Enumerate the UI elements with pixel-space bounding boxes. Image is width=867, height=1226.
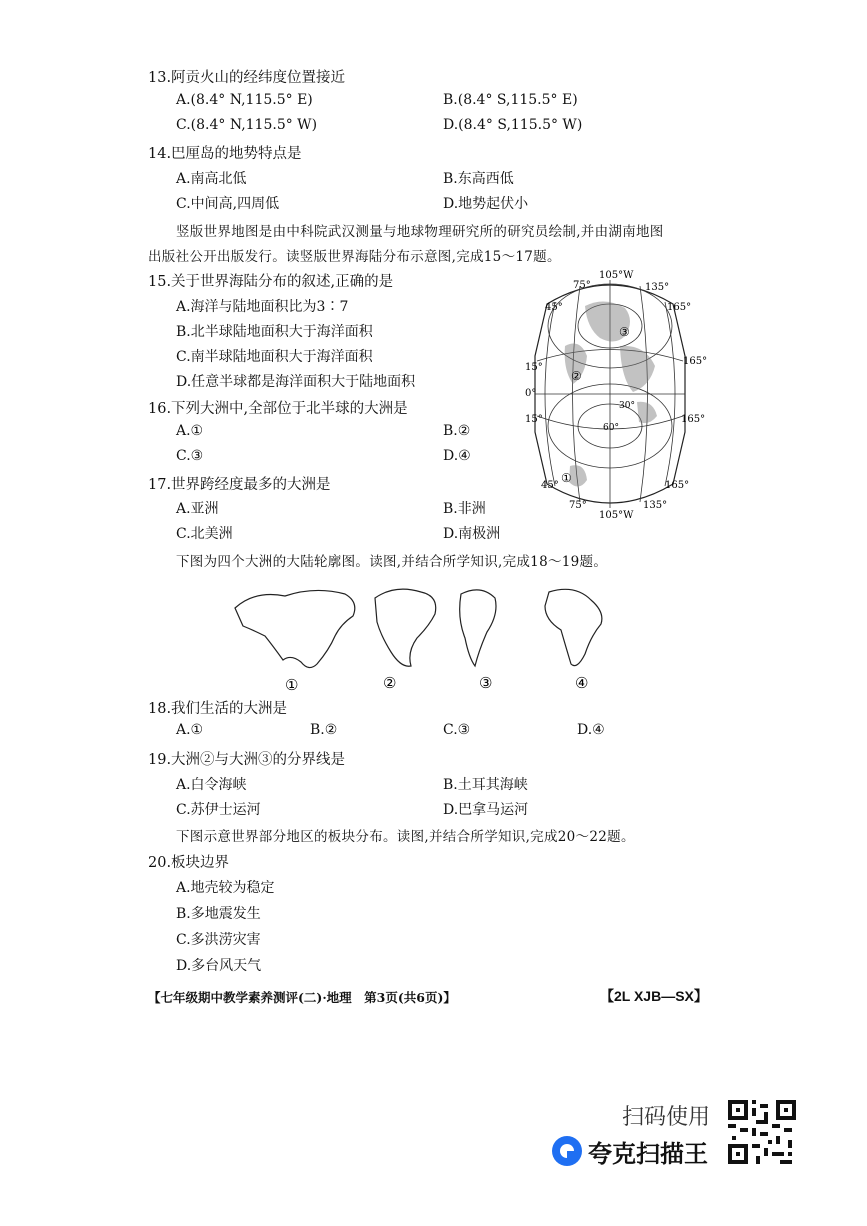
continent-label-1: ①: [285, 676, 299, 694]
continent-label-2: ②: [383, 674, 397, 692]
continent-1-outline: [235, 590, 355, 667]
q19-option-b: B.土耳其海峡: [443, 777, 528, 793]
q14-option-b: B.东高西低: [443, 171, 514, 187]
continent-label-4: ④: [575, 674, 589, 692]
q16-option-c: C.③: [176, 448, 204, 464]
q14-option-c: C.中间高,四周低: [176, 196, 280, 212]
q18-stem: 18.我们生活的大洲是: [148, 701, 288, 717]
q18-option-b: B.②: [310, 722, 338, 738]
q19-option-a: A.白令海峡: [176, 777, 247, 793]
continent-label-3: ③: [479, 674, 493, 692]
page-footer: 【七年级期中教学素养测评(二)·地理 第3页(共6页)】: [148, 990, 456, 1005]
continent-3-outline: [460, 590, 496, 666]
q18-option-d: D.④: [577, 722, 605, 738]
q13-option-b: B.(8.4° S,115.5° E): [443, 92, 578, 108]
map-label-15-south: 15°: [525, 414, 543, 425]
qr-code-icon: [728, 1100, 796, 1164]
q18-option-a: A.①: [176, 722, 204, 738]
map-label-60: 60°: [603, 423, 619, 433]
q20-option-d: D.多台风天气: [176, 958, 262, 974]
map-label-top-75: 75°: [573, 280, 591, 291]
q15-option-b: B.北半球陆地面积大于海洋面积: [176, 324, 373, 340]
map-label-top-135: 135°: [645, 282, 670, 293]
q17-option-a: A.亚洲: [176, 501, 219, 517]
q19-option-d: D.巴拿马运河: [443, 802, 529, 818]
q19-stem: 19.大洲②与大洲③的分界线是: [148, 752, 346, 768]
map-label-165-a: 165°: [667, 302, 692, 313]
map-label-bottom-135: 135°: [643, 500, 668, 511]
q14-stem: 14.巴厘岛的地势特点是: [148, 146, 302, 162]
q17-option-c: C.北美洲: [176, 526, 233, 542]
q19-option-c: C.苏伊士运河: [176, 802, 261, 818]
q14-option-a: A.南高北低: [176, 171, 247, 187]
map-marker-3: ③: [619, 325, 630, 339]
continent-4-outline: [545, 589, 602, 665]
q17-stem: 17.世界跨经度最多的大洲是: [148, 477, 331, 493]
q20-option-c: C.多洪涝灾害: [176, 932, 261, 948]
map-marker-1: ①: [561, 471, 572, 485]
q20-stem: 20.板块边界: [148, 855, 230, 871]
intro-20-22: 下图示意世界部分地区的板块分布。读图,并结合所学知识,完成20～22题。: [176, 829, 635, 845]
scanner-slogan: 扫码使用: [622, 1105, 711, 1130]
map-label-15-north: 15°: [525, 362, 543, 373]
q15-stem: 15.关于世界海陆分布的叙述,正确的是: [148, 274, 394, 290]
map-label-165-b: 165°: [683, 356, 708, 367]
q17-option-d: D.南极洲: [443, 526, 501, 542]
map-label-0: 0°: [525, 388, 537, 399]
q15-option-d: D.任意半球都是海洋面积大于陆地面积: [176, 374, 416, 390]
map-label-top-105w: 105°W: [599, 270, 634, 281]
q16-stem: 16.下列大洲中,全部位于北半球的大洲是: [148, 401, 408, 417]
continent-outlines: [225, 578, 635, 696]
q16-option-d: D.④: [443, 448, 471, 464]
q20-option-a: A.地壳较为稳定: [176, 880, 275, 896]
vertical-world-map: [525, 266, 708, 522]
q18-option-c: C.③: [443, 722, 471, 738]
q17-option-b: B.非洲: [443, 501, 486, 517]
intro-15-17-line2: 出版社公开出版发行。读竖版世界海陆分布示意图,完成15～17题。: [148, 249, 561, 265]
scanner-logo-icon: [552, 1136, 582, 1166]
q16-option-a: A.①: [176, 423, 204, 439]
map-label-bottom-105w: 105°W: [599, 510, 634, 521]
continent-2-outline: [375, 589, 436, 666]
q20-option-b: B.多地震发生: [176, 906, 261, 922]
map-label-bottom-75: 75°: [569, 500, 587, 511]
map-marker-2: ②: [571, 369, 582, 383]
q13-option-a: A.(8.4° N,115.5° E): [176, 92, 313, 108]
intro-15-17-line1: 竖版世界地图是由中科院武汉测量与地球物理研究所的研究员绘制,并由湖南地图: [176, 224, 664, 240]
q16-option-b: B.②: [443, 423, 471, 439]
scanner-brand: 夸克扫描王: [588, 1140, 708, 1168]
map-label-45-north: 45°: [545, 302, 563, 313]
q13-option-d: D.(8.4° S,115.5° W): [443, 117, 583, 133]
q15-option-c: C.南半球陆地面积大于海洋面积: [176, 349, 373, 365]
q13-option-c: C.(8.4° N,115.5° W): [176, 117, 318, 133]
map-label-30: 30°: [619, 401, 635, 411]
map-label-165-c: 165°: [681, 414, 706, 425]
intro-18-19: 下图为四个大洲的大陆轮廓图。读图,并结合所学知识,完成18～19题。: [176, 554, 608, 570]
map-label-165-d: 165°: [665, 480, 690, 491]
q13-stem: 13.阿贡火山的经纬度位置接近: [148, 70, 346, 86]
q14-option-d: D.地势起伏小: [443, 196, 529, 212]
paper-code: 【2L XJB—SX】: [600, 988, 708, 1004]
map-label-45-south: 45°: [541, 480, 559, 491]
q15-option-a: A.海洋与陆地面积比为3∶7: [176, 299, 349, 315]
